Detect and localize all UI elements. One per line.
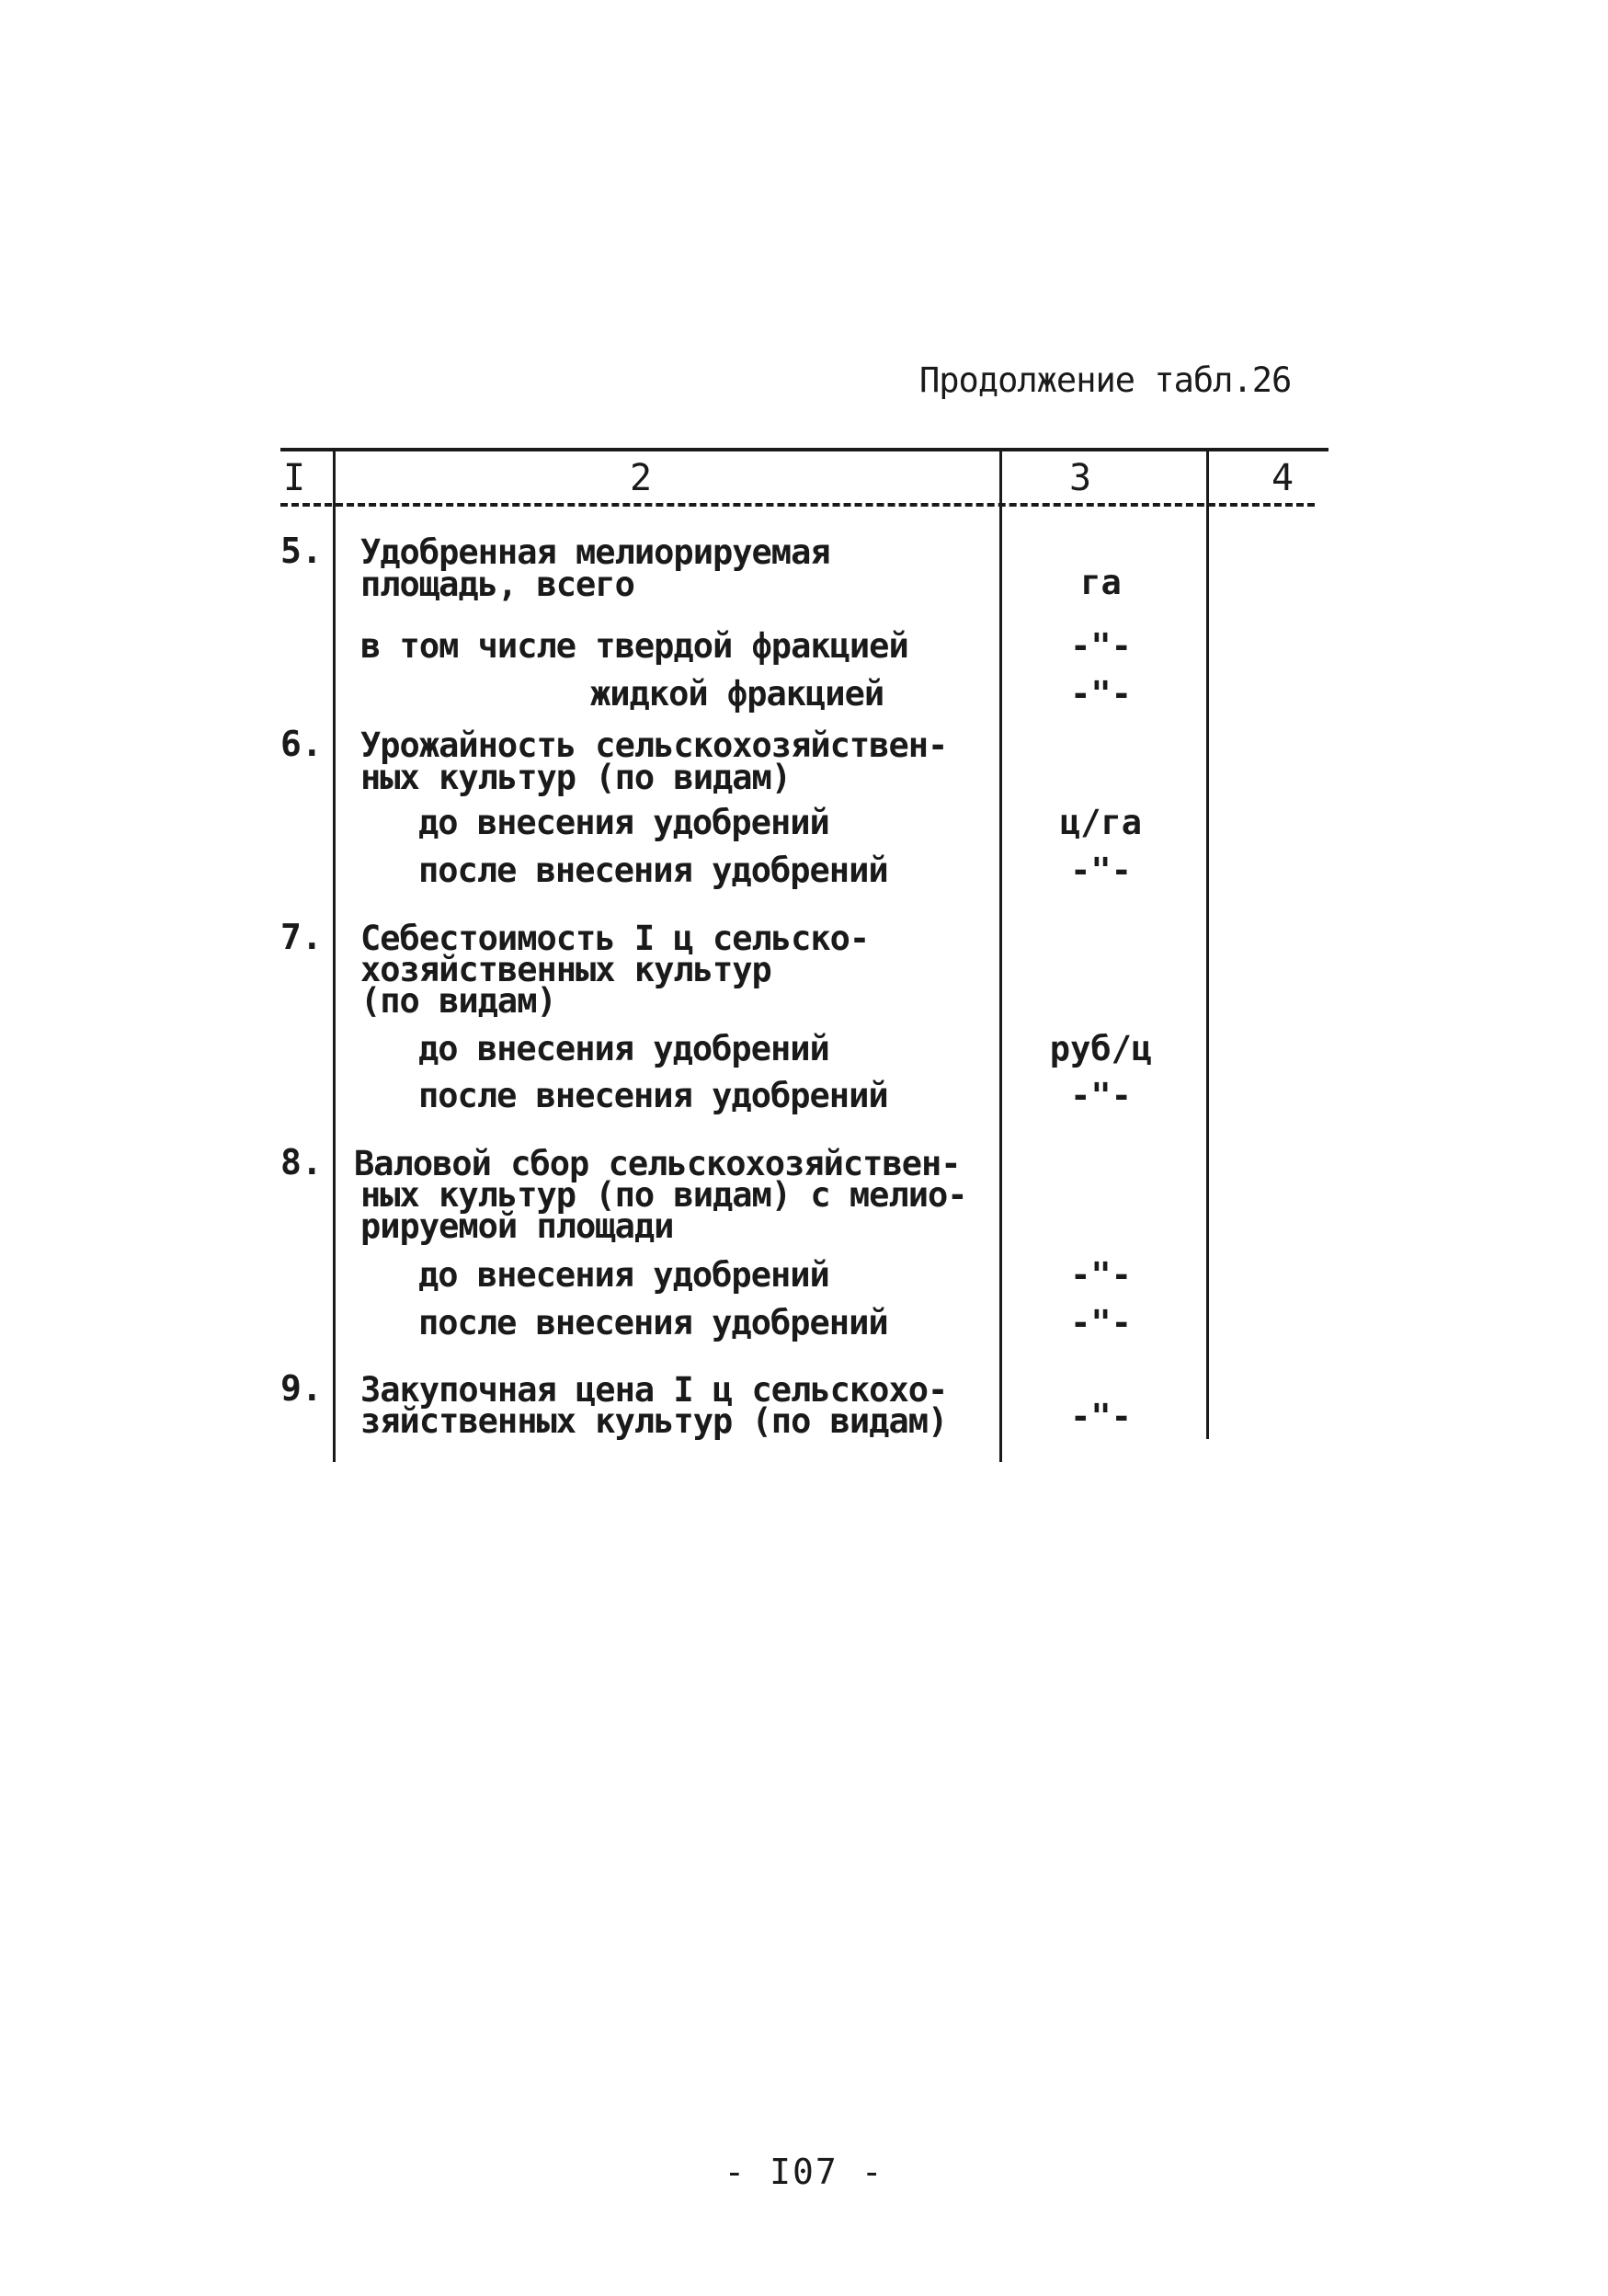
row-number: 6. [280,724,323,764]
row-subtext: после внесения удобрений [418,851,888,890]
row-unit: -"- [1070,1076,1132,1115]
row-number: 8. [280,1142,323,1182]
row-unit: -"- [1070,1303,1132,1342]
row-unit: -"- [1070,1255,1132,1295]
row-text: Валовой сбор сельскохозяйствен- [354,1144,961,1183]
row-text: рируемой площади [360,1206,674,1246]
page-number: - I07 - [724,2152,884,2192]
row-unit: -"- [1070,851,1132,890]
row-subtext: до внесения удобрений [418,803,829,842]
row-text: Урожайность сельскохозяйствен- [360,725,948,765]
row-unit: руб/ц [1049,1029,1153,1068]
row-unit: -"- [1070,1397,1132,1436]
row-text: хозяйственных культур [360,950,771,989]
row-number: 5. [280,531,323,571]
row-subtext: до внесения удобрений [418,1029,829,1068]
row-unit: -"- [1070,674,1132,714]
column-divider-1 [333,451,336,1462]
row-text: (по видам) [360,981,556,1021]
row-text: Закупочная цена I ц сельскохо- [360,1370,948,1410]
row-unit: -"- [1070,626,1132,666]
row-subtext: после внесения удобрений [418,1076,888,1115]
row-subtext: до внесения удобрений [418,1255,829,1295]
row-number: 7. [280,917,323,957]
row-text: площадь, всего [360,565,634,604]
header-col-2: 2 [630,457,653,499]
row-subtext: после внесения удобрений [418,1303,888,1342]
row-unit: ц/га [1059,803,1143,842]
row-text: ных культур (по видам) с мелио- [360,1175,967,1215]
row-unit: га [1080,563,1122,602]
row-text: Удобренная мелиорируемая [360,532,830,572]
column-divider-3 [1206,451,1209,1439]
row-subtext: в том числе твердой фракцией [360,626,908,666]
row-subtext: жидкой фракцией [590,674,884,714]
header-col-3: 3 [1069,457,1092,499]
row-text: Себестоимость I ц сельско- [360,919,870,958]
row-text: зяйственных культур (по видам) [360,1401,948,1441]
table-continuation-caption: Продолжение табл.26 [919,360,1292,400]
table-header-rule [280,503,1315,507]
header-col-4: 4 [1272,457,1294,499]
row-text: ных культур (по видам) [360,758,792,797]
row-number: 9. [280,1368,323,1409]
header-col-1: I [283,457,306,499]
table-top-rule [280,448,1329,451]
